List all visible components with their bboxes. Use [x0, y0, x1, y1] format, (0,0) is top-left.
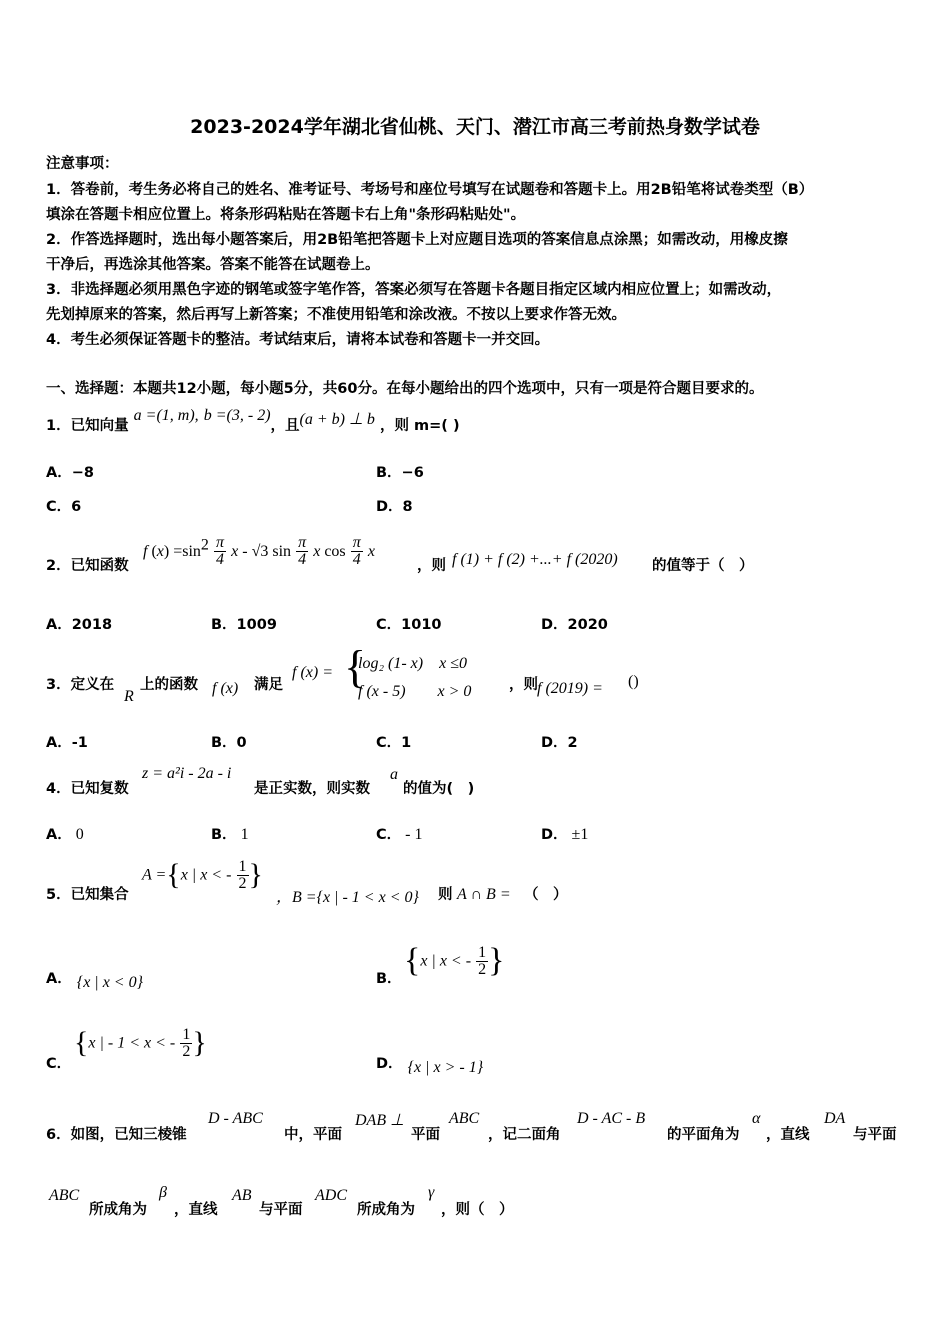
q6-math-3: ABC	[449, 1110, 480, 1127]
q1-mid: ，且	[270, 418, 300, 434]
q4-prefix: 4．已知复数	[46, 781, 129, 797]
notice-line: 先划掉原来的答案，然后再写上新答案；不准使用铅笔和涂改液。不按以上要求作答无效。	[46, 307, 626, 323]
q3-option-b[interactable]: B．0	[211, 735, 247, 751]
q4-option-a-label: A．	[46, 827, 72, 843]
q1-suffix: ，则 m=( )	[379, 418, 460, 434]
q4-option-b[interactable]	[211, 823, 249, 844]
q3-suffix: ()	[628, 673, 639, 690]
page-title: 2023-2024学年湖北省仙桃、天门、潜江市高三考前热身数学试卷	[190, 116, 760, 138]
notice-heading: 注意事项：	[46, 156, 119, 172]
q6-text-4: ，记二面角	[488, 1127, 561, 1143]
notice-line: 1．答卷前，考生务必将自己的姓名、准考证号、考场号和座位号填写在试题卷和答题卡上。用2B铅笔将试卷类型（B）	[46, 182, 814, 198]
q1-cond: (a + b) ⊥ b	[299, 411, 375, 428]
q5-option-a-value: {x | x < 0}	[76, 974, 143, 991]
q5-option-b[interactable]	[376, 967, 402, 988]
q3-mid3: ，则	[509, 677, 538, 693]
notice-line: 4．考生必须保证答题卡的整洁。考试结束后，请将本试卷和答题卡一并交回。	[46, 332, 550, 348]
section-heading: 一、选择题：本题共12小题，每小题5分，共60分。在每小题给出的四个选项中，只有一项是符合题目要求的。	[46, 381, 764, 397]
q4-option-d[interactable]	[541, 823, 588, 844]
q4-option-c[interactable]	[376, 823, 422, 844]
q2-suffix: 的值等于（ ）	[652, 558, 754, 574]
q5-prefix: 5．已知集合	[46, 887, 129, 903]
q6-text-7: 与平面	[853, 1127, 897, 1143]
notice-line: 干净后，再选涂其他答案。答案不能答在试题卷上。	[46, 257, 380, 273]
q5-mid: 则	[438, 887, 453, 903]
q6-text-8: 所成角为	[89, 1202, 147, 1218]
q4-option-a[interactable]	[46, 823, 84, 844]
q6-text-12: ，则（ ）	[441, 1202, 514, 1218]
q5-option-b-set: {x | x < - $\frac{1}{2}$ }	[404, 942, 505, 979]
q6-math-8: β	[159, 1184, 167, 1201]
q2-mid: ，则	[417, 558, 446, 574]
q4-option-c-value: - 1	[405, 826, 423, 843]
q6-math-4: D - AC - B	[577, 1110, 646, 1127]
q6-text-6: ，直线	[766, 1127, 810, 1143]
exam-page: 2023-2024学年湖北省仙桃、天门、潜江市高三考前热身数学试卷 注意事项： 1．答卷前，考生务必将自己的姓名、准考证号、考场号和座位号填写在试题卷和答题卡上。用2B铅笔将试卷类型（B） 填涂在答题卡相应位置上。将条形码粘贴在答题卡右上角"条形码粘贴处"。 2．作答选择题时，选出每小题答案后，用2B铅笔把答题卡上对应题目选项的答案信息点涂黑；如需改动，用橡皮擦 干净后，再选涂其他答案。答案不能答在试题卷上。 3．非选择题必须用黑色字迹的钢笔或签字笔作答，答案必须写在答题卡各题目指定区域内相应位置上；如需改动， 先划掉原来的答案，然后再写上新答案；不准使用铅笔和涂改液。不按以上要求作答无效。 4．考生必须保证答题卡的整洁。考试结束后，请将本试卷和答题卡一并交回。 一、选择题：本题共12小题，每小题5分，共60分。在每小题给出的四个选项中，只有一项是符合题目要求的。 1．已知向量 a =(1, m), b =(3, - 2)，且(a + b) ⊥ b ，则 m=( ) A．−8 B．−6 C．6 D．8 2．已知函数 f $(x) =\sin^2$ $\frac{\pi}{4}$ x - √3 sin $\frac{\pi}{4}$ x cos $\frac{\pi}{4}$ x ，则 f (1) + f (2) +...+ f (2020) 的值等于（ ） A．2018 B．1009 C．1010 D．2020 3．定义在 R 上的函数 f (x) 满足 f (x) = { log₂ (1- x) x ≤0 f (x - 5) x > 0 ，则 f (2019) = () A．-1 B．0 C．1 D．2 4．已知复数 z = a²i - 2a - i 是正实数，则实数 a 的值为( ) A． 0 B． 1 C． - 1 D． ±1 5．已知集合 A ={x | x < - $\frac{1}{2}$ } ，B ={x | - 1 < x < 0} 则 A ∩ B = （ ） A． {x | x < 0} B． {x | x < - $\frac{1}{2}$ } C． {x | - 1 < x < - $\frac{1}{2}$ } D． {x | x > - 1} 6．如图，已知三棱锥 D - ABC 中，平面 DAB ⊥ 平面 ABC ，记二面角 D - AC - B 的平面角为 α ，直线 DA 与平面 ABC 所成角为 β ，直线 AB 与平面 ADC 所成角为 γ ，则（ ）	[0, 0, 950, 1344]
q6-math-10: ADC	[315, 1187, 347, 1204]
q3-target: f (2019) =	[537, 680, 603, 697]
q4-option-a-value: 0	[75, 826, 84, 843]
q3-r: R	[124, 688, 134, 705]
q2-option-c[interactable]: C．1010	[376, 617, 442, 633]
q5-option-c-set: {x | - 1 < x < - $\frac{1}{2}$ }	[74, 1025, 207, 1060]
q2-function: f $(x) =\sin^2$ $\frac{\pi}{4}$ x - √3 sin $\frac{\pi}{4}$ x cos $\frac{\pi}{4}$ x	[143, 534, 375, 568]
q5-option-a-label: A．	[46, 971, 72, 987]
q4-suffix: 的值为( )	[403, 781, 475, 797]
q3-mid1: 上的函数	[140, 677, 198, 693]
q6-math-5: α	[752, 1110, 761, 1127]
q3-mid2: 满足	[254, 677, 283, 693]
q3-fx-def: f (x) =	[292, 664, 333, 681]
q2-option-a[interactable]: A．2018	[46, 617, 113, 633]
q3-piece-2: f (x - 5) x > 0	[358, 683, 472, 700]
q4-option-b-label: B．	[211, 827, 237, 843]
question-1	[46, 407, 460, 435]
q6-text-11: 所成角为	[357, 1202, 415, 1218]
q5-option-c-label: C．	[46, 1056, 72, 1072]
q1-vec-a: a =(1, m),	[133, 407, 199, 424]
q6-math-7: ABC	[49, 1187, 80, 1204]
q5-option-b-label: B．	[376, 971, 402, 987]
q5-option-c[interactable]	[46, 1052, 71, 1073]
q6-text-1: 6．如图，已知三棱锥	[46, 1127, 187, 1143]
q4-a: a	[390, 766, 398, 783]
q1-option-d[interactable]: D．8	[376, 499, 413, 515]
q3-option-a[interactable]: A．-1	[46, 735, 88, 751]
q3-prefix: 3．定义在	[46, 677, 115, 693]
notice-line: 3．非选择题必须用黑色字迹的钢笔或签字笔作答，答案必须写在答题卡各题目指定区域内相应位置上；如需改动，	[46, 282, 782, 298]
q1-option-a[interactable]: A．−8	[46, 465, 94, 481]
q2-option-b[interactable]: B．1009	[211, 617, 277, 633]
q3-piece-1: log₂ (1- x) x ≤0	[358, 655, 467, 672]
q2-sum: f (1) + f (2) +...+ f (2020)	[452, 551, 618, 568]
q6-text-2: 中，平面	[284, 1127, 342, 1143]
q1-option-b[interactable]: B．−6	[376, 465, 424, 481]
q5-expr: A ∩ B =	[457, 886, 511, 903]
notice-line: 2．作答选择题时，选出每小题答案后，用2B铅笔把答题卡上对应题目选项的答案信息点涂黑；如需改动，用橡皮擦	[46, 232, 788, 248]
q1-option-c[interactable]: C．6	[46, 499, 82, 515]
q4-mid: 是正实数，则实数	[254, 781, 370, 797]
q6-math-11: γ	[428, 1184, 435, 1201]
q6-text-3: 平面	[411, 1127, 440, 1143]
q6-math-1: D - ABC	[208, 1110, 263, 1127]
q6-math-6: DA	[824, 1110, 846, 1127]
q1-vec-b: b =(3, - 2)	[203, 407, 271, 424]
q5-option-d-label: D．	[376, 1056, 403, 1072]
q5-option-a[interactable]	[46, 967, 143, 991]
question-2-prefix: 2．已知函数	[46, 558, 129, 574]
q5-set-b: ，B ={x | - 1 < x < 0}	[276, 889, 419, 906]
q6-math-9: AB	[232, 1187, 252, 1204]
q5-suffix: （ ）	[524, 887, 568, 903]
q4-option-d-label: D．	[541, 827, 568, 843]
q6-text-10: 与平面	[259, 1202, 303, 1218]
q4-option-c-label: C．	[376, 827, 402, 843]
q4-option-b-value: 1	[240, 826, 249, 843]
q5-set-a: A ={x | x < - $\frac{1}{2}$ }	[142, 857, 263, 892]
q5-option-d-value: {x | x > - 1}	[407, 1059, 484, 1076]
q3-fx: f (x)	[212, 680, 239, 697]
notice-line: 填涂在答题卡相应位置上。将条形码粘贴在答题卡右上角"条形码粘贴处"。	[46, 207, 526, 223]
q6-math-2: DAB ⊥	[355, 1112, 405, 1129]
q1-prefix: 1．已知向量	[46, 418, 129, 434]
q6-text-9: ，直线	[174, 1202, 218, 1218]
q4-option-d-value: ±1	[571, 826, 589, 843]
q4-z: z = a²i - 2a - i	[142, 765, 232, 782]
q3-option-c[interactable]: C．1	[376, 735, 412, 751]
q6-text-5: 的平面角为	[667, 1127, 740, 1143]
q5-option-d[interactable]	[376, 1052, 484, 1076]
q3-option-d[interactable]: D．2	[541, 735, 578, 751]
q2-option-d[interactable]: D．2020	[541, 617, 608, 633]
